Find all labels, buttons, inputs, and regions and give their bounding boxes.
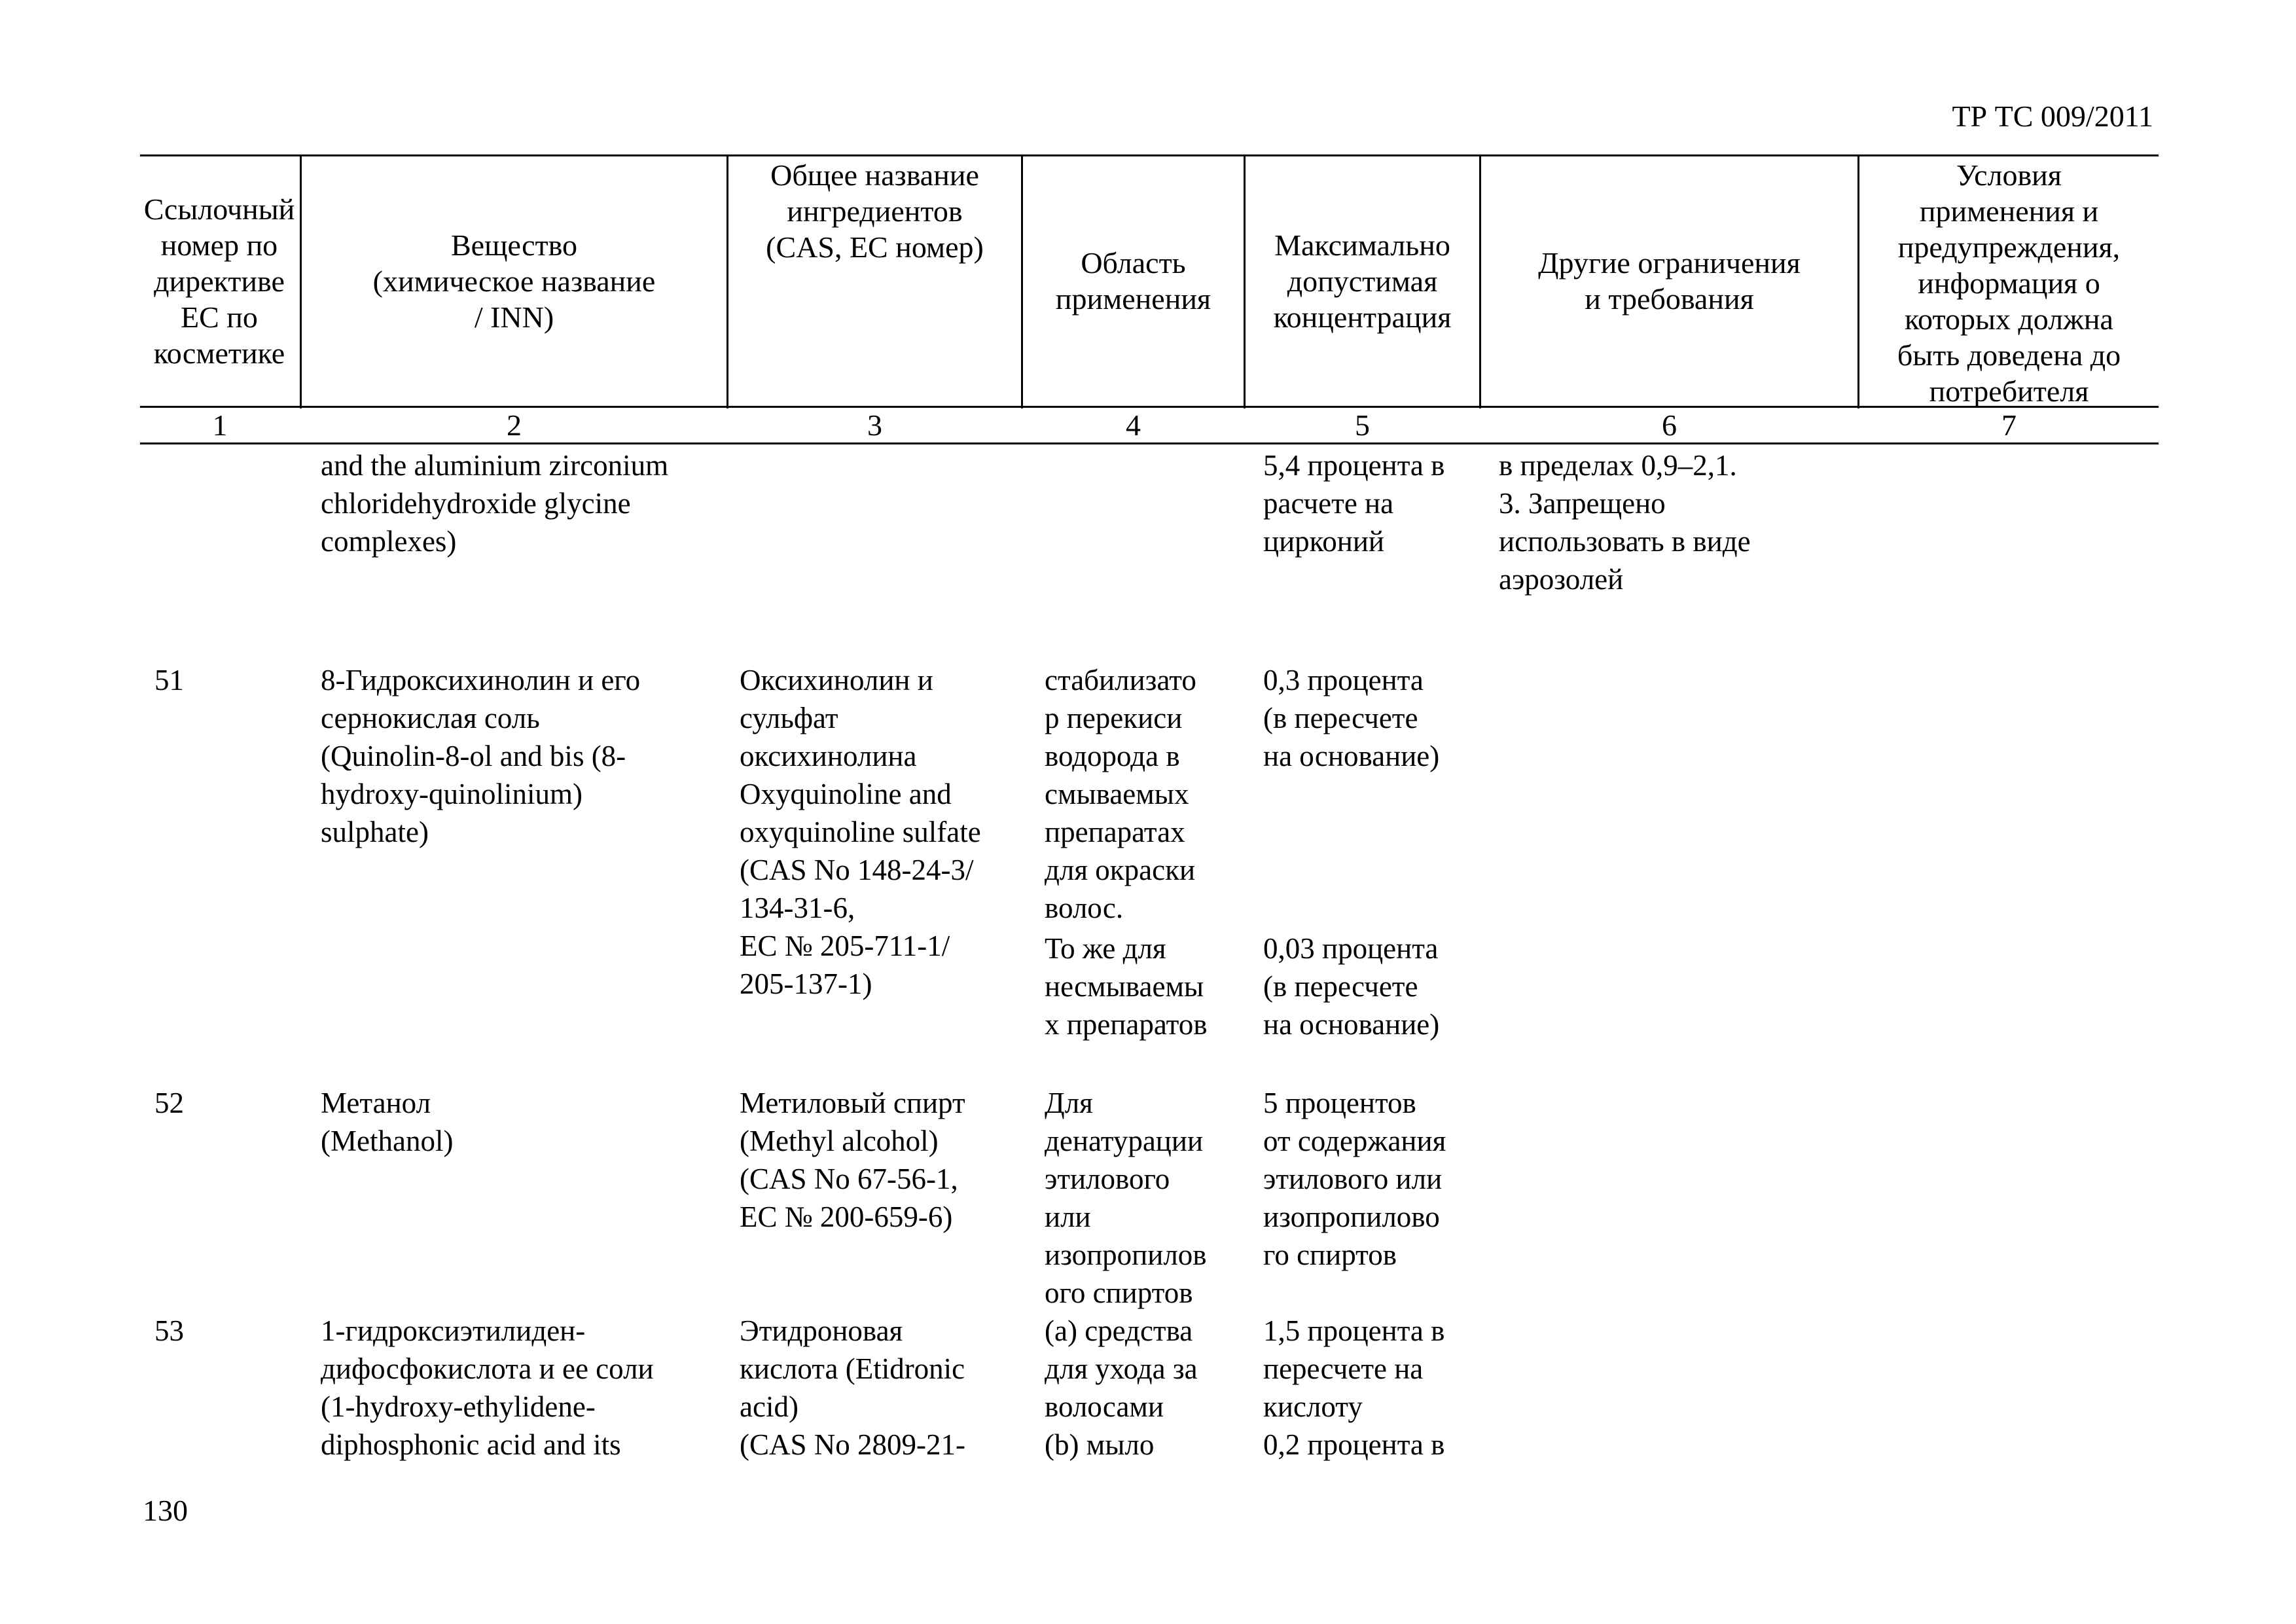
row-51-conc-a: 0,3 процента (в пересчете на основание) bbox=[1263, 664, 1440, 772]
document-code: ТР ТС 009/2011 bbox=[1952, 99, 2153, 133]
header-ref-number: Ссылочный номер по директиве ЕС по косметике bbox=[143, 192, 295, 370]
row-52-ref: 52 bbox=[154, 1087, 184, 1119]
header-field-of-use: Область применения bbox=[1055, 246, 1211, 316]
row-52-common-name: Метиловый спирт (Methyl alcohol) (CAS No 67-56-1, ЕС № 200-659-6) bbox=[740, 1087, 965, 1233]
header-max-concentration: Максимально допустимая концентрация bbox=[1273, 228, 1452, 334]
row-53-conc: 1,5 процента в пересчете на кислоту 0,2 процента в bbox=[1263, 1314, 1445, 1461]
column-number-6: 6 bbox=[1662, 408, 1677, 442]
row-53-field: (а) средства для ухода за волосами (b) мыло bbox=[1045, 1314, 1198, 1461]
row-51-field-b: То же для несмываемы х препаратов bbox=[1045, 932, 1208, 1041]
column-number-4: 4 bbox=[1126, 408, 1141, 442]
column-number-7: 7 bbox=[2001, 408, 2017, 442]
row-53-ref: 53 bbox=[154, 1314, 184, 1347]
row-51-ref: 51 bbox=[154, 664, 184, 696]
column-number-3: 3 bbox=[867, 408, 882, 442]
row-52-substance: Метанол (Methanol) bbox=[321, 1087, 454, 1157]
row-53-common-name: Этидроновая кислота (Etidronic acid) (CAS No 2809-21- bbox=[740, 1314, 965, 1461]
column-number-2: 2 bbox=[507, 408, 522, 442]
column-number-5: 5 bbox=[1355, 408, 1370, 442]
row-52-conc: 5 процентов от содержания этилового или изопропилово го спиртов bbox=[1263, 1087, 1446, 1271]
continuation-other-restrictions: в пределах 0,9–2,1. 3. Запрещено использовать в виде аэрозолей bbox=[1499, 449, 1751, 596]
row-51-substance: 8-Гидроксихинолин и его сернокислая соль (Quinolin-8-ol and bis (8- hydroxy-quinolinium) sulphate) bbox=[321, 664, 641, 848]
header-common-name: Общее название ингредиентов (CAS, ЕС номер) bbox=[766, 158, 984, 264]
header-substance: Вещество (химическое название / INN) bbox=[372, 228, 656, 334]
continuation-max-concentration: 5,4 процента в расчете на цирконий bbox=[1263, 449, 1445, 558]
column-number-1: 1 bbox=[212, 408, 228, 442]
continuation-substance: and the aluminium zirconium chloridehydroxide glycine complexes) bbox=[321, 449, 669, 558]
row-51-common-name: Оксихинолин и сульфат оксихинолина Oxyquinoline and oxyquinoline sulfate (CAS No 148-24-3/ 134-31-6, ЕС № 205-711-1/ 205-137-1) bbox=[740, 664, 981, 1000]
row-52-field: Для денатурации этилового или изопропилов ого спиртов bbox=[1045, 1087, 1207, 1309]
header-other-restrictions: Другие ограничения и требования bbox=[1538, 246, 1801, 316]
row-51-field-a: стабилизато р перекиси водорода в смываемых препаратах для окраски волос. bbox=[1045, 664, 1196, 924]
row-51-conc-b: 0,03 процента (в пересчете на основание) bbox=[1263, 932, 1440, 1041]
page-number: 130 bbox=[143, 1494, 188, 1527]
header-conditions-warnings: Условия применения и предупреждения, информация о которых должна быть доведена до потребителя bbox=[1897, 158, 2121, 408]
column-numbers-bottom-rule bbox=[140, 442, 2159, 444]
row-53-substance: 1-гидроксиэтилиден- дифосфокислота и ее соли (1-hydroxy-ethylidene- diphosphonic acid and its bbox=[321, 1314, 654, 1461]
